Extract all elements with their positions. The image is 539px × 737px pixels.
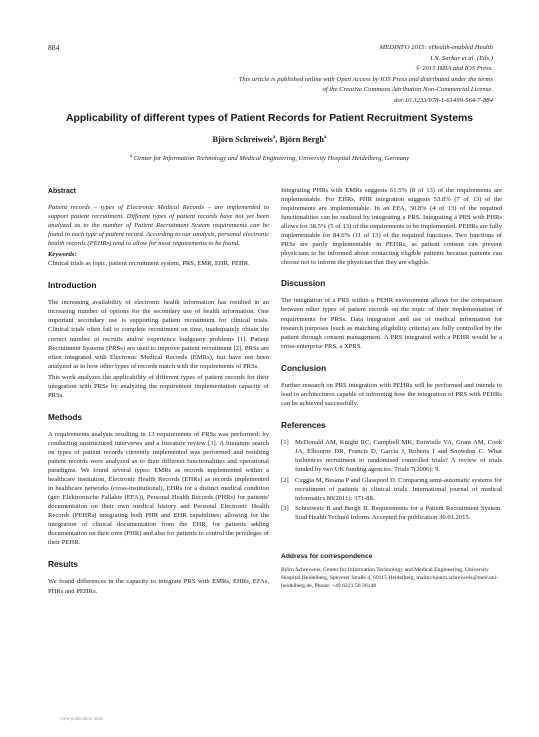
reference-item: [281, 476, 502, 503]
paper-title: Applicability of different types of Patient Records for Patient Recruitment Systems: [65, 113, 474, 124]
references-heading: References: [281, 419, 326, 430]
affiliation-mark: a: [129, 153, 133, 159]
header-line: doi:10.3233/978-1-61499-564-7-884: [394, 96, 493, 104]
reference-number: [2]: [281, 476, 289, 484]
header-line: of the Creative Commons Attribution Non-Commercial License.: [322, 86, 493, 94]
author-name: Björn Bergh: [279, 135, 325, 144]
conclusion-paragraph: Further research on PRS integration with PEHRs will be performed and intends to lead to architectures capable of informing how the integration of PRS with PEHRs can be achieved successfully.: [281, 381, 502, 407]
reference-number: [3]: [281, 505, 289, 513]
keywords-label: Keywords:: [48, 251, 77, 259]
page-number: 884: [48, 43, 60, 52]
discussion-paragraph: The integration of a PRS within a PEHR environment allows for the comparison between other types of patient records on the topic of their implementation of requirements for PRSs. Data integration and use of medical information for research purposes (such as matching eligibility criteria) are fully controlled by the patient through consent management. A PRS integrated with a PEHR would be a cross-enterprise PRS, a XPRS.: [281, 297, 502, 350]
publication-header: [113, 43, 493, 107]
reference-text: Cuggia M, Besana P and Glasspool D. Comparing semi-automatic systems for recruitment of patients to clinical trials. International journal of medical informatics 80(2011): 371-88.: [295, 476, 502, 502]
author-separator: ,: [275, 135, 280, 144]
authors: [0, 135, 539, 144]
header-line: This article is published online with Open Access by IOS Press and distributed under the terms: [238, 75, 493, 83]
conclusion-heading: Conclusion: [281, 362, 327, 373]
results-heading: Results: [48, 559, 78, 570]
results-paragraph: Integrating PHRs with EMRs suggests 61.5% (8 of 13) of the requirements are implementable. For EHRs, PHR integration suggests 53.8% (7 of 13) of the requirements are implementable. In an EFA, 30.8% (4 of 13) of the required functionalities can be realized by integrating a PRS. Integrating a PRS with PHRs allows for 38.5% (5 of 13) of the requirements to be implemented. PEHRs are fully implementable for 84.6% (11 of 13) of the required functions. Two functions of PRSs are partly implementable in PEHRs, as patient consent can prevent physicians to be informed about contacting eligible patients because patients can choose not to inform the physician that they are eligible.: [281, 187, 502, 267]
reference-number: [1]: [281, 438, 289, 446]
keywords-text: Clinical trials as topic, patient recruitment system, PRS, EMR, EHR, PEHR.: [48, 260, 250, 268]
abstract-text: Patient records – types of Electronic Medical Records – are implemented to support patient recruitment. Different types of patient records have not yet been analyzed as to the number of Patient Recruitment System requirements can be found in each type of patient record. According to our analysis, personal electronic health records (PEHRs) tend to allow for most requirements to be found.: [48, 204, 269, 248]
affiliation-text: Center for Information Technology and Medical Engineering, University Hospital Heidelberg, Germany: [132, 155, 410, 162]
header-line: I.N. Sarkar et al. (Eds.): [430, 54, 493, 62]
methods-heading: Methods: [48, 411, 83, 422]
introduction-heading: Introduction: [48, 280, 97, 291]
author-name: Björn Schreiweis: [212, 135, 273, 144]
affiliation: [0, 155, 539, 162]
results-paragraph: We found differences in the capacity to integrate PRS with EMRs, EHRs, EFAs, PHRs and PEHRs.: [48, 578, 269, 595]
right-column: [281, 186, 502, 590]
discussion-heading: Discussion: [281, 278, 326, 289]
header-line: © 2015 IMIA and IOS Press.: [415, 65, 493, 73]
left-column: [48, 186, 269, 598]
reference-text: Schreiweis B and Bergh B. Requirements for a Patient Recruitment System. Stud Health Technol Inform. Accepted for publication 30.01.2015.: [295, 505, 502, 522]
reference-text: McDonald AM, Knight RC, Campbell MK, Entwistle VA, Grant AM, Cook JA, Elbourne DR, Francis D, Garcia J, Roberts I and Snowdon C. What influences recruitment to randomised controlled trials? A review of trials funded by two UK funding agencies. Trials 7(2006): 9.: [295, 438, 502, 473]
author-affiliation-mark: a: [272, 135, 276, 141]
correspondence-text: Björn Schreiweis, Center for Information Technology and Medical Engineering, University Hospital Heidelberg, Speyerer Straße 4, 69115 Heidelberg, mailto:bjoern.schreiweis@med.uni-heidelberg.de, Phone: +49 6221 56 36148: [281, 567, 499, 590]
header-line: MEDINFO 2015: eHealth-enabled Health: [379, 44, 493, 51]
footer-note[interactable]: View publication stats: [60, 716, 104, 721]
reference-item: [281, 504, 502, 522]
author-affiliation-mark: a: [324, 135, 327, 141]
introduction-paragraph: This work analyzes the applicability of different types of patient records for their integration with PRSs by analyzing the requirement implementation capacity of PRSs.: [48, 373, 269, 399]
methods-paragraph: A requirements analysis resulting in 13 requirements of PRSs was performed; by conducting unstructured interviews and a literature review [3]. A literature search on types of patient records currently implemented was performed and resulting patient records were analyzed as to their different functionalities and operational paradigms. We found several types: EMRs as records implemented within a healthcare institution, Electronic Health Records (EHRs) as records implemented in healthcare networks (cross-institutional), EHRs for a distinct medical condition (ger: Elektronische Fallakte (EFA)), Personal Health Records (PHRs) for patients' documentation on their own medical history and Personal Electronic Health Records (PEHRs) integrating both PHR and EHR capabilities; allowing for the integration of clinical documentation from the EHR, for patients adding documentation on their own (PHR) and also for patients to control the privileges of their PEHR.: [48, 430, 269, 547]
correspondence-heading: Address for correspondence: [281, 553, 373, 561]
reference-item: [281, 438, 502, 474]
abstract-heading: Abstract: [48, 188, 76, 195]
introduction-paragraph: The increasing availability of electronic health information has resulted in an increasing number of options for the secondary use of health information. One important secondary use is supporting patient recruitment for clinical trials. Clinical trials often fail to complete recruitment on time, inadequately obtain the correct number of recruits and/or experience budgetary problems [1]. Patient Recruitment Systems (PRSs) are used to improve patient recruitment [2]. PRSs are often integrated with Electronic Medical Records (EMRs), but have not been analyzed as to how other types of records match with the requirements of PRSs.: [48, 299, 269, 370]
